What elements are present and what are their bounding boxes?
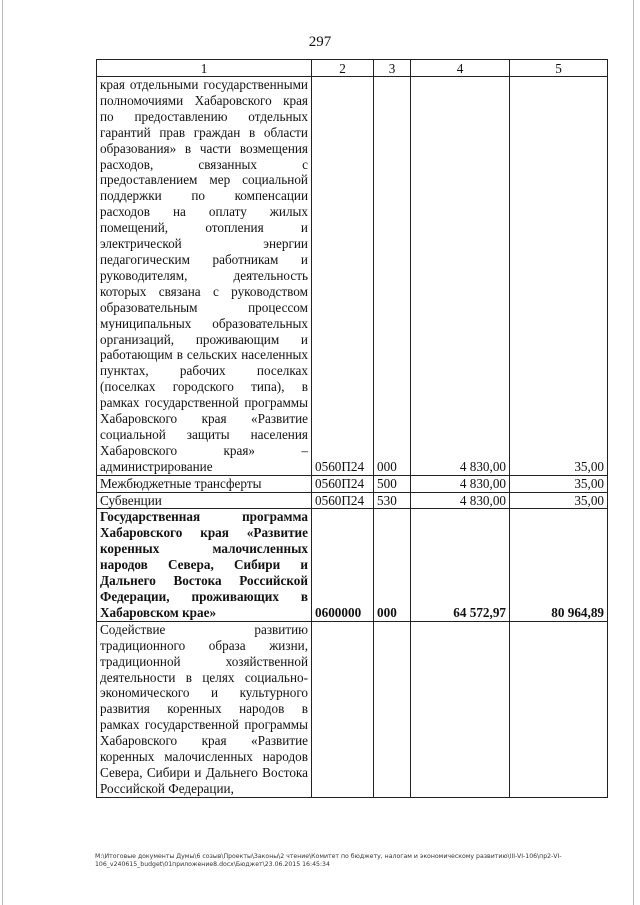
row-description: края отдельными государственными полномочиями Хабаровского края по предоставлению отдельных гарантий прав граждан в области образования» в части возмещения расходов, связанных с предоставлением мер социальной поддержки по компенсации расходов на оплату жилых помещений, отопления и электрической энергии педагогическим работникам и руководителям, деятельность которых связана с руководством образовательным процессом муниципальных образовательных организаций, проживающим и работающим в сельских населенных пунктах, рабочих поселках (поселках городского типа), в рамках государственной программы Хабаровского края «Развитие социальной защиты населения Хабаровского края» – администрирование <box>97 77 312 476</box>
row-expense-type <box>374 621 411 797</box>
row-description: Содействие развитию традиционного образа жизни, традиционной хозяйственной деятельности в целях социально-экономического и культурного развития коренных народов в рамках государственной программы Хабаровского края «Развитие коренных малочисленных народов Севера, Сибири и Дальнего Востока Российской Федерации, <box>97 621 312 797</box>
row-amount-col4: 64 572,97 <box>411 509 510 621</box>
row-expense-type: 000 <box>374 509 411 621</box>
table-row <box>97 492 608 509</box>
row-target-code: 0560П24 <box>312 77 374 476</box>
row-expense-type: 000 <box>374 77 411 476</box>
row-description: Государственная программа Хабаровского края «Развитие коренных малочисленных народов Севера, Сибири и Дальнего Востока Российской Федерации, проживающих в Хабаровском крае» <box>97 509 312 621</box>
row-amount-col5: 35,00 <box>510 77 608 476</box>
right-scan-edge <box>633 0 634 905</box>
header-col-5: 5 <box>510 60 608 77</box>
file-path-footer <box>95 853 615 869</box>
row-target-code <box>312 621 374 797</box>
row-description: Межбюджетные трансферты <box>97 475 312 492</box>
budget-table <box>96 59 608 798</box>
table-header-row <box>97 60 608 77</box>
footer-line-1: M:\Итоговые документы Думы\6 созыв\Проекты\Законы\2 чтение\Комитет по бюджету, налогам и экономическому развитию\III-VI-106\пр2-VI- <box>95 853 562 860</box>
header-col-4: 4 <box>411 60 510 77</box>
table-row <box>97 77 608 476</box>
row-target-code: 0600000 <box>312 509 374 621</box>
row-amount-col5: 35,00 <box>510 492 608 509</box>
page-number: 297 <box>308 34 332 50</box>
header-col-2: 2 <box>312 60 374 77</box>
table-row <box>97 621 608 797</box>
row-amount-col5: 35,00 <box>510 475 608 492</box>
row-expense-type: 530 <box>374 492 411 509</box>
header-col-1: 1 <box>97 60 312 77</box>
row-target-code: 0560П24 <box>312 492 374 509</box>
table-row <box>97 475 608 492</box>
row-amount-col4: 4 830,00 <box>411 77 510 476</box>
row-description: Субвенции <box>97 492 312 509</box>
footer-line-2: 106_v240615_budget\01приложение8.docx\Бюджет\23.06.2015 16:45:34 <box>95 861 330 868</box>
row-amount-col4: 4 830,00 <box>411 475 510 492</box>
header-col-3: 3 <box>374 60 411 77</box>
left-scan-edge <box>2 0 3 905</box>
row-expense-type: 500 <box>374 475 411 492</box>
row-amount-col5: 80 964,89 <box>510 509 608 621</box>
row-amount-col4: 4 830,00 <box>411 492 510 509</box>
row-target-code: 0560П24 <box>312 475 374 492</box>
row-amount-col4 <box>411 621 510 797</box>
table-row-program-total <box>97 509 608 621</box>
row-amount-col5 <box>510 621 608 797</box>
